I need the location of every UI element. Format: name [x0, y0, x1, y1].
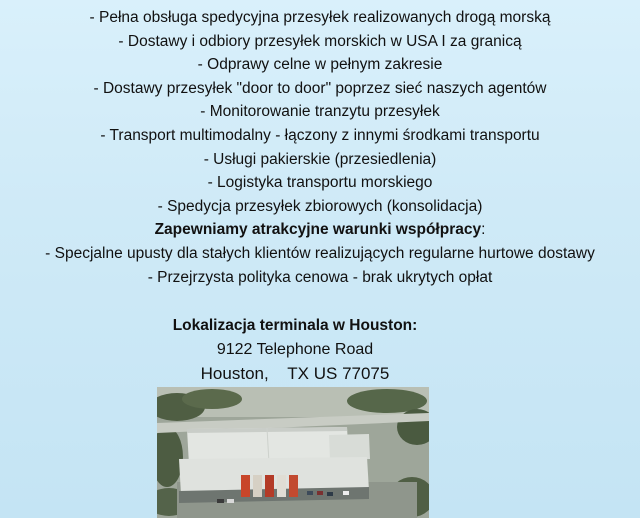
condition-item: - Przejrzysta polityka cenowa - brak ukrytych opłat: [147, 268, 493, 286]
conditions-heading-line: [0, 218, 640, 242]
terminal-location: [0, 314, 590, 386]
terminal-photo-illustration: [157, 387, 429, 518]
terminal-aerial-photo: [157, 387, 429, 518]
services-list: [0, 6, 640, 289]
service-item: - Spedycja przesyłek zbiorowych (konsolidacja): [157, 197, 483, 215]
service-item: - Monitorowanie tranzytu przesyłek: [200, 103, 440, 121]
service-item: - Dostawy i odbiory przesyłek morskich w USA I za granicą: [118, 32, 522, 50]
terminal-heading: Lokalizacja terminala w Houston:: [172, 317, 418, 334]
service-item: - Pełna obsługa spedycyjna przesyłek realizowanych drogą morską: [89, 9, 551, 26]
service-item: - Logistyka transportu morskiego: [207, 174, 433, 192]
condition-item: - Specjalne upusty dla stałych klientów realizujących regularne hurtowe dostawy: [45, 244, 595, 262]
conditions-heading: Zapewniamy atrakcyjne warunki współpracy: [154, 221, 482, 239]
service-item: - Dostawy przesyłek "door to door" poprzez sieć naszych agentów: [93, 79, 547, 97]
terminal-address-city: Houston, TX US 77075: [200, 364, 390, 383]
conditions-heading-colon: :: [481, 221, 486, 239]
service-item: - Usługi pakierskie (przesiedlenia): [203, 150, 437, 168]
service-item: - Odprawy celne w pełnym zakresie: [197, 56, 443, 74]
terminal-address-street: 9122 Telephone Road: [216, 341, 374, 358]
service-item: - Transport multimodalny - łączony z innymi środkami transportu: [100, 126, 540, 144]
